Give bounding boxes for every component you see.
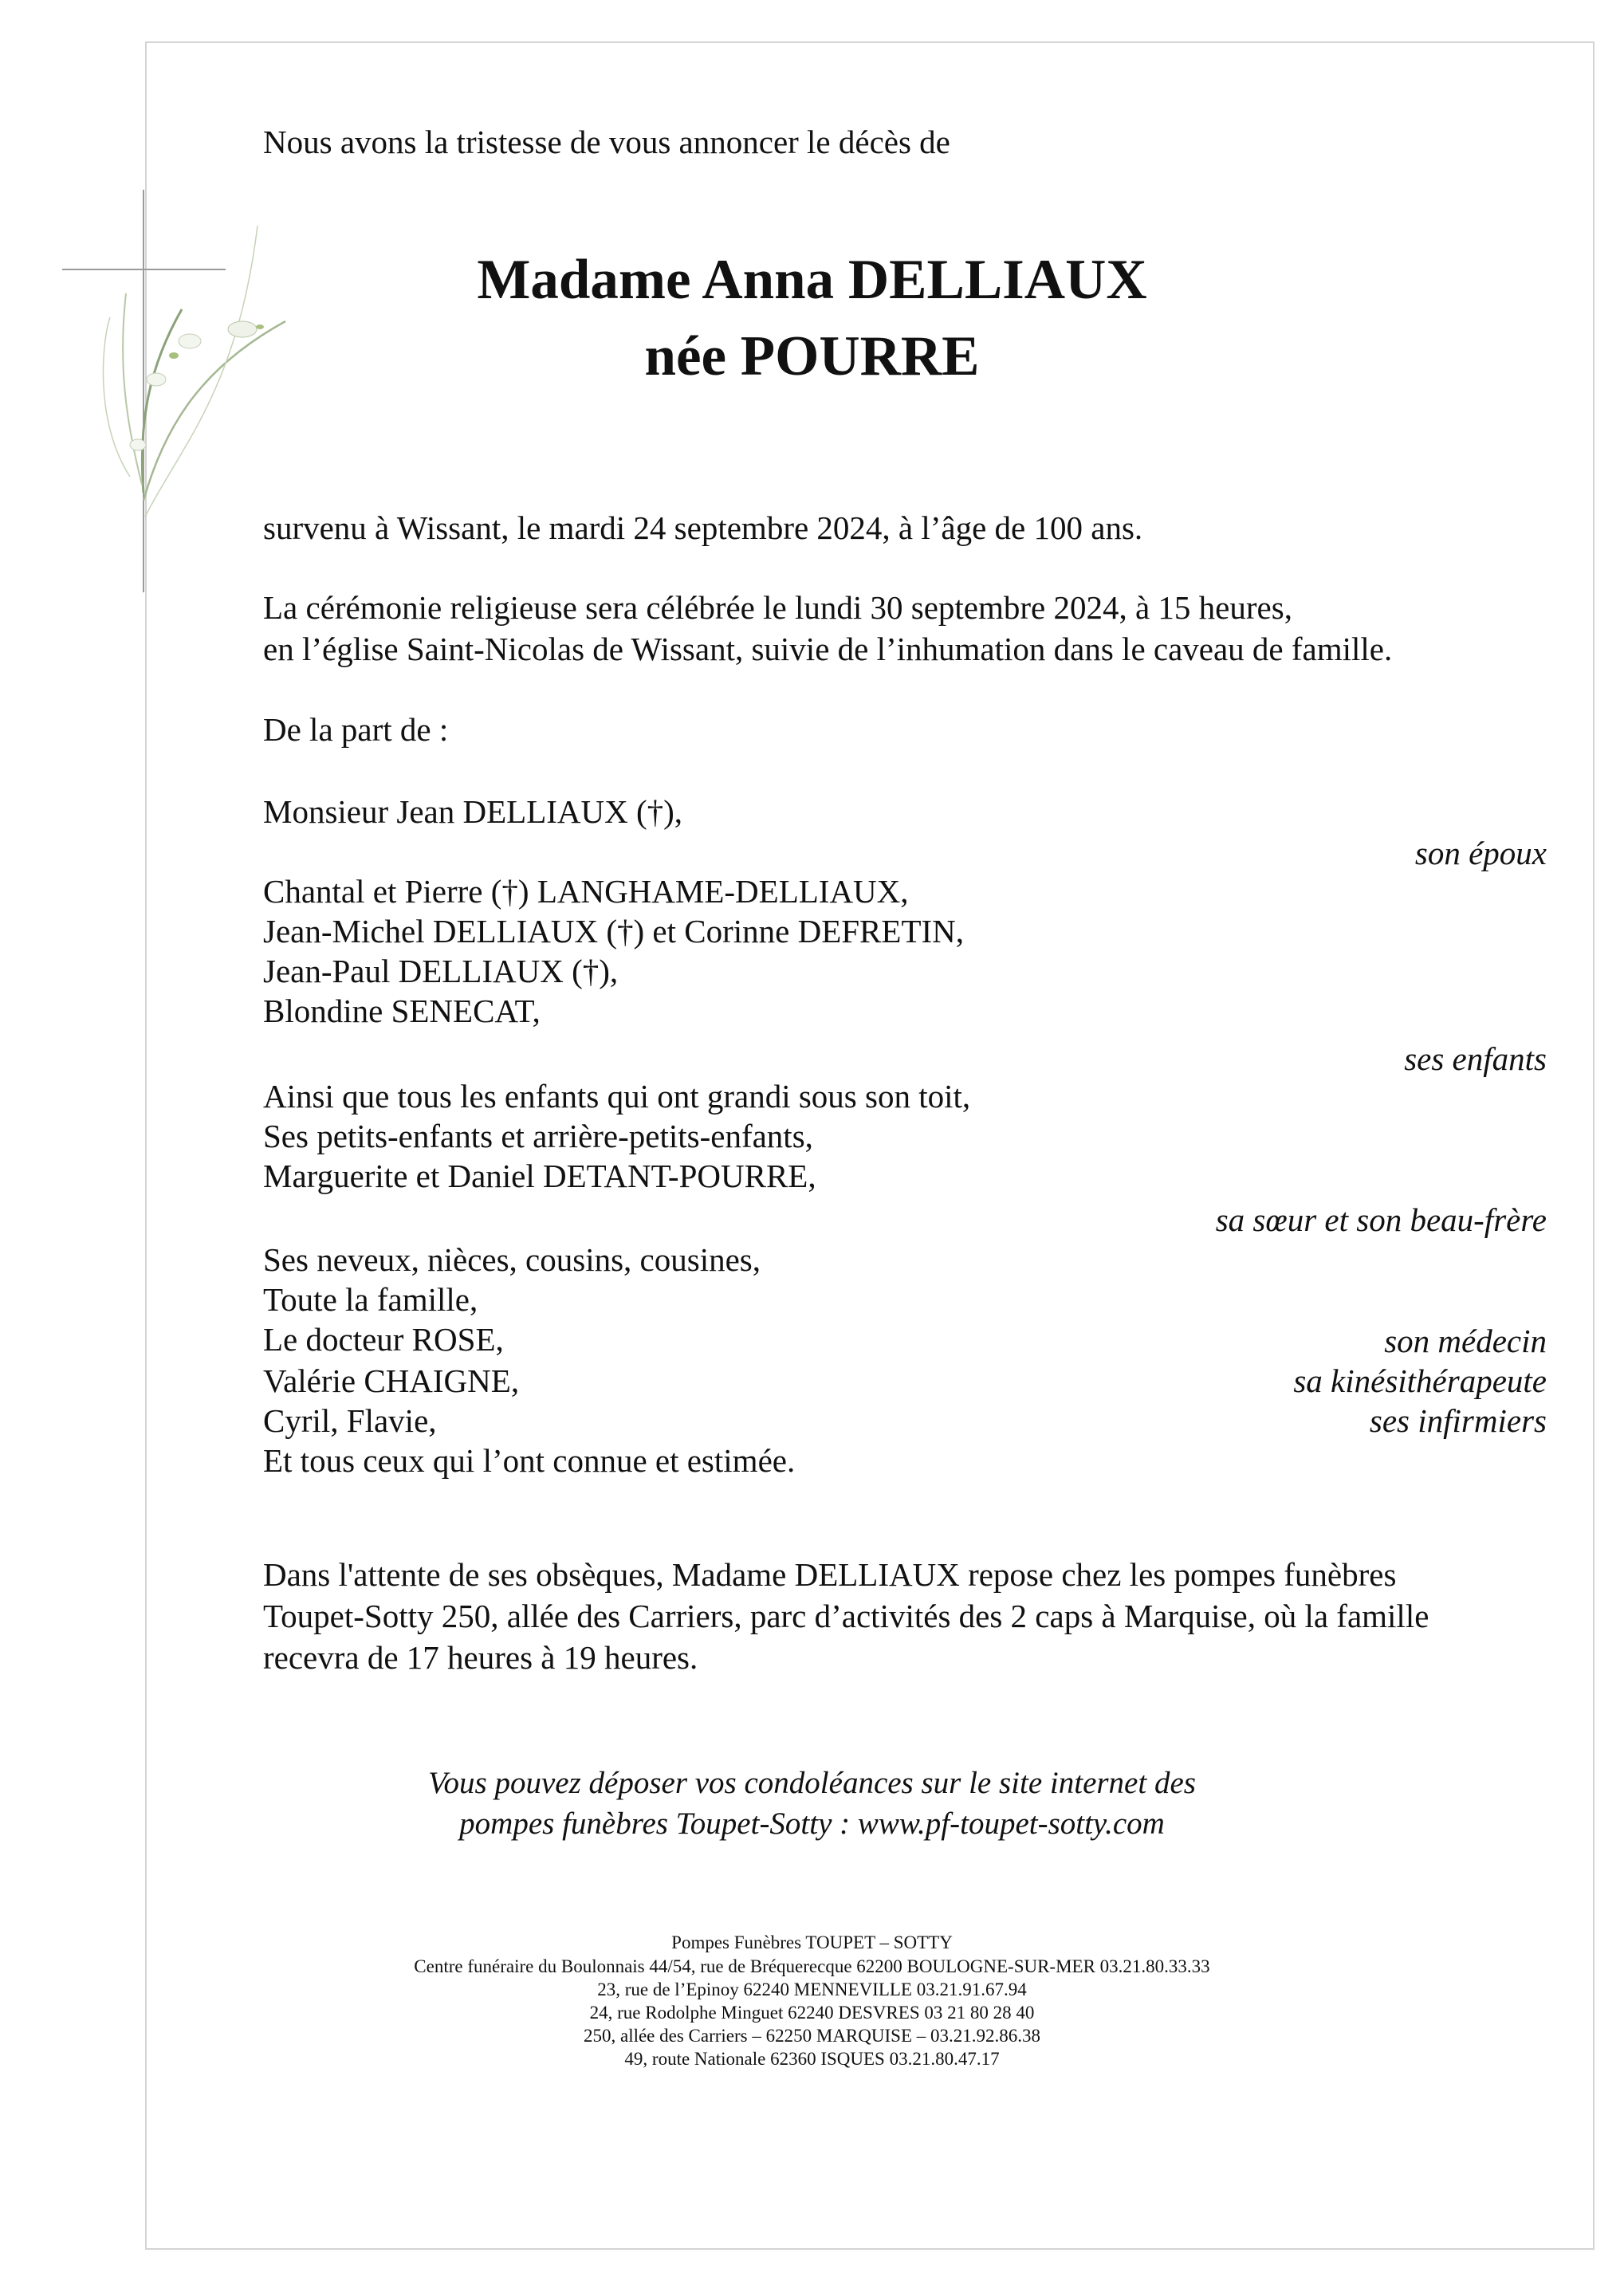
from-label: De la part de : [263, 711, 449, 748]
death-announcement: survenu à Wissant, le mardi 24 septembre 2024, à l’âge de 100 ans. [263, 509, 1143, 546]
family-line: Toute la famille, [263, 1281, 478, 1318]
condolences-line: Vous pouvez déposer vos condoléances sur le site internet des [428, 1766, 1196, 1800]
footer-line: Pompes Funèbres TOUPET – SOTTY [671, 1932, 953, 1952]
family-line: Le docteur ROSE, [263, 1321, 504, 1358]
footer-line: 24, rue Rodolphe Minguet 62240 DESVRES 03 21 80 28 40 [589, 2003, 1035, 2023]
footer-line: 49, route Nationale 62360 ISQUES 03.21.80.47.17 [624, 2049, 1000, 2069]
ceremony-line: La cérémonie religieuse sera célébrée le lundi 30 septembre 2024, à 15 heures, [263, 589, 1292, 626]
repose-line: recevra de 17 heures à 19 heures. [263, 1639, 698, 1676]
footer-line: Centre funéraire du Boulonnais 44/54, rue de Bréquerecque 62200 BOULOGNE-SUR-MER 03.21.80.33.33 [414, 1956, 1210, 1976]
family-line: Chantal et Pierre (†) LANGHAME-DELLIAUX, [263, 873, 909, 910]
family-line: Jean-Michel DELLIAUX (†) et Corinne DEFRETIN, [263, 913, 964, 949]
family-line: Et tous ceux qui l’ont connue et estimée. [263, 1442, 796, 1479]
relation-label: son époux [1414, 835, 1547, 871]
family-line: Ses petits-enfants et arrière-petits-enfants, [263, 1118, 813, 1154]
relation-label: ses enfants [1404, 1040, 1547, 1077]
family-line: Valérie CHAIGNE, [263, 1362, 520, 1399]
intro-text: Nous avons la tristesse de vous annoncer le décès de [263, 124, 950, 160]
family-line: Ses neveux, nièces, cousins, cousines, [263, 1241, 761, 1278]
relation-label: son médecin [1384, 1323, 1547, 1359]
relation-label: sa kinésithérapeute [1293, 1362, 1547, 1399]
deceased-maiden-name: née POURRE [644, 325, 980, 387]
footer-line: 23, rue de l’Epinoy 62240 MENNEVILLE 03.21.91.67.94 [597, 1980, 1027, 1999]
family-line: Monsieur Jean DELLIAUX (†), [263, 793, 683, 830]
family-line: Jean-Paul DELLIAUX (†), [263, 953, 619, 989]
deceased-name: Madame Anna DELLIAUX [477, 249, 1147, 311]
footer-line: 250, allée des Carriers – 62250 MARQUISE – 03.21.92.86.38 [583, 2026, 1040, 2046]
family-line: Marguerite et Daniel DETANT-POURRE, [263, 1158, 816, 1194]
family-line: Cyril, Flavie, [263, 1402, 437, 1439]
repose-line: Dans l'attente de ses obsèques, Madame DELLIAUX repose chez les pompes funèbres [263, 1556, 1397, 1593]
family-line: Blondine SENECAT, [263, 993, 541, 1029]
ceremony-line: en l’église Saint-Nicolas de Wissant, suivie de l’inhumation dans le caveau de famille. [263, 631, 1393, 667]
condolences-line: pompes funèbres Toupet-Sotty : www.pf-toupet-sotty.com [459, 1807, 1165, 1841]
repose-line: Toupet-Sotty 250, allée des Carriers, parc d’activités des 2 caps à Marquise, où la famille [263, 1598, 1429, 1634]
family-line: Ainsi que tous les enfants qui ont grandi sous son toit, [263, 1078, 971, 1115]
relation-label: ses infirmiers [1369, 1402, 1547, 1439]
relation-label: sa sœur et son beau-frère [1215, 1201, 1547, 1238]
